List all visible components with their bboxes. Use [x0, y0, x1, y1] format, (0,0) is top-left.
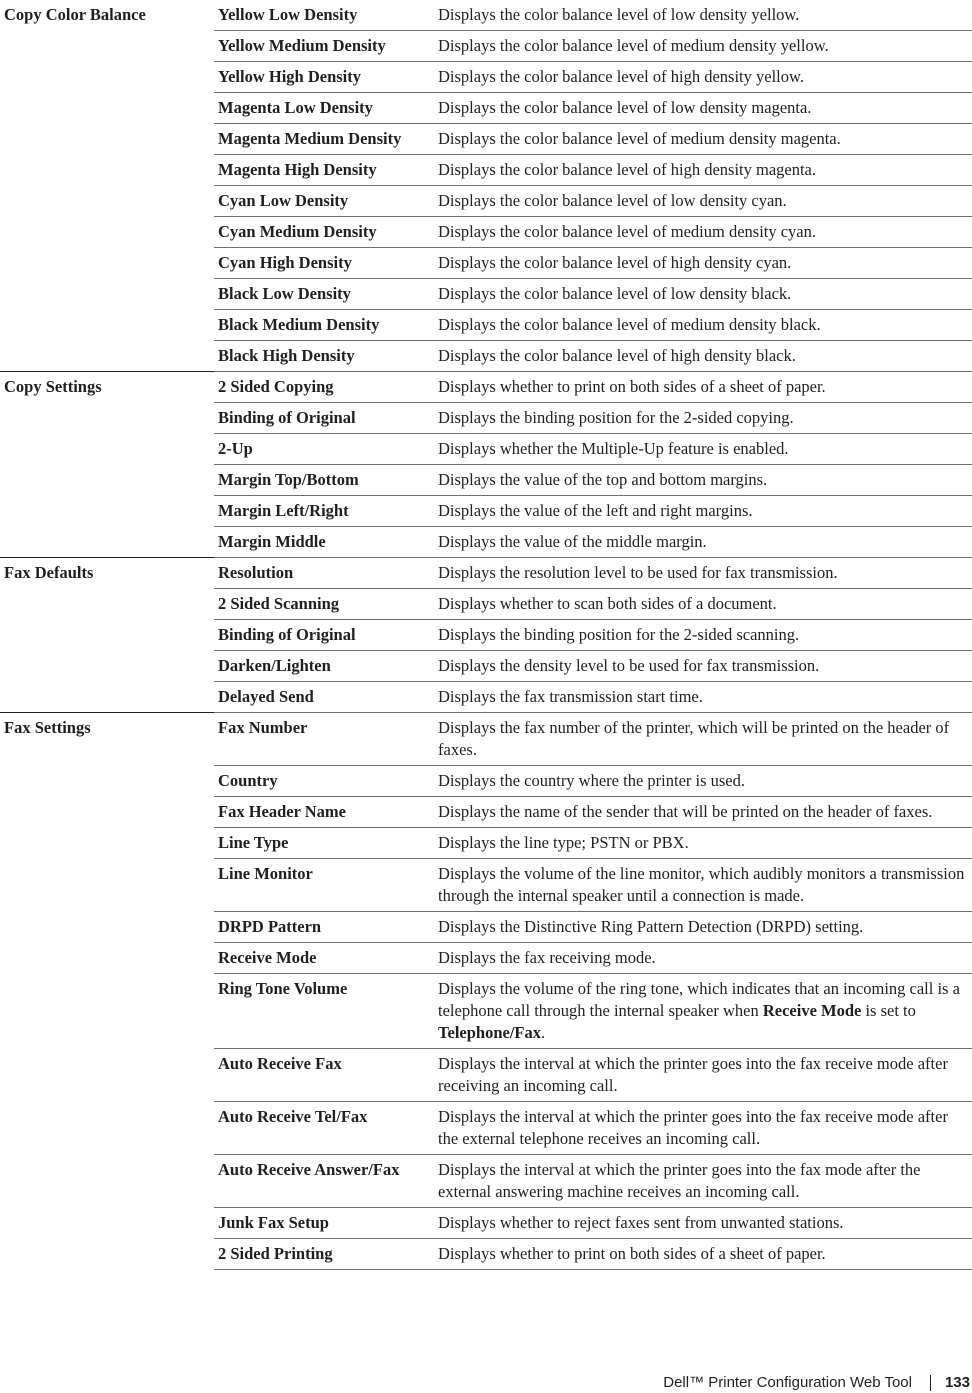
setting-description: Displays the value of the left and right margins. — [435, 496, 972, 527]
description-text: is set to — [861, 1001, 916, 1020]
setting-description: Displays the density level to be used for fax transmission. — [435, 651, 972, 682]
setting-name: Margin Middle — [214, 527, 435, 558]
setting-description: Displays the volume of the line monitor, which audibly monitors a transmission through the internal speaker until a connection is made. — [435, 859, 972, 912]
setting-name: Black Low Density — [214, 279, 435, 310]
setting-name: Margin Left/Right — [214, 496, 435, 527]
setting-name: Yellow Medium Density — [214, 31, 435, 62]
setting-description: Displays the country where the printer is used. — [435, 766, 972, 797]
setting-description: Displays the fax number of the printer, which will be printed on the header of faxes. — [435, 713, 972, 766]
setting-name: 2 Sided Copying — [214, 372, 435, 403]
setting-name: Magenta Medium Density — [214, 124, 435, 155]
setting-name: Line Monitor — [214, 859, 435, 912]
setting-description: Displays the color balance level of low density cyan. — [435, 186, 972, 217]
description-bold-term: Receive Mode — [762, 1001, 862, 1020]
description-bold-term: Telephone/Fax — [438, 1023, 541, 1042]
setting-description: Displays whether the Multiple-Up feature is enabled. — [435, 434, 972, 465]
setting-name: Cyan Medium Density — [214, 217, 435, 248]
page-number: 133 — [944, 1374, 970, 1391]
setting-name: Fax Header Name — [214, 797, 435, 828]
setting-description: Displays the resolution level to be used for fax transmission. — [435, 558, 972, 589]
table-row — [0, 0, 972, 31]
setting-name: Receive Mode — [214, 943, 435, 974]
setting-name: Cyan Low Density — [214, 186, 435, 217]
setting-name: Magenta High Density — [214, 155, 435, 186]
setting-description: Displays the value of the middle margin. — [435, 527, 972, 558]
page-footer — [663, 1374, 970, 1392]
setting-description: Displays the Distinctive Ring Pattern Detection (DRPD) setting. — [435, 912, 972, 943]
setting-name: Auto Receive Fax — [214, 1049, 435, 1102]
setting-description: Displays the color balance level of low density magenta. — [435, 93, 972, 124]
setting-description: Displays the name of the sender that will be printed on the header of faxes. — [435, 797, 972, 828]
section-name: Copy Color Balance — [4, 5, 146, 24]
setting-description: Displays whether to print on both sides of a sheet of paper. — [435, 1239, 972, 1270]
setting-description: Displays the interval at which the printer goes into the fax receive mode after receiving an incoming call. — [435, 1049, 972, 1102]
setting-name: DRPD Pattern — [214, 912, 435, 943]
setting-description: Displays whether to scan both sides of a document. — [435, 589, 972, 620]
setting-description: Displays the interval at which the printer goes into the fax receive mode after the external telephone receives an incoming call. — [435, 1102, 972, 1155]
setting-name: Line Type — [214, 828, 435, 859]
setting-description: Displays the interval at which the printer goes into the fax mode after the external answering machine receives an incoming call. — [435, 1155, 972, 1208]
setting-name: Country — [214, 766, 435, 797]
setting-description: Displays the fax transmission start time. — [435, 682, 972, 713]
setting-name: Yellow Low Density — [214, 0, 435, 31]
setting-description: Displays the color balance level of medium density magenta. — [435, 124, 972, 155]
setting-name: Ring Tone Volume — [214, 974, 435, 1049]
setting-description: Displays the color balance level of medium density yellow. — [435, 31, 972, 62]
setting-description: Displays the color balance level of high density magenta. — [435, 155, 972, 186]
setting-name: 2 Sided Printing — [214, 1239, 435, 1270]
setting-description — [435, 974, 972, 1049]
setting-name: Auto Receive Answer/Fax — [214, 1155, 435, 1208]
setting-description: Displays the binding position for the 2-sided copying. — [435, 403, 972, 434]
setting-description: Displays whether to print on both sides of a sheet of paper. — [435, 372, 972, 403]
setting-description: Displays the color balance level of high density cyan. — [435, 248, 972, 279]
setting-description: Displays the binding position for the 2-sided scanning. — [435, 620, 972, 651]
setting-description: Displays the value of the top and bottom margins. — [435, 465, 972, 496]
table-row — [0, 713, 972, 766]
description-text: . — [541, 1023, 546, 1042]
setting-name: Junk Fax Setup — [214, 1208, 435, 1239]
table-row — [0, 372, 972, 403]
setting-description: Displays the fax receiving mode. — [435, 943, 972, 974]
description-text: Displays the volume of the ring tone, which indicates that an incoming call is a telephone call through the internal speaker when — [438, 979, 960, 1020]
setting-description: Displays the color balance level of low density yellow. — [435, 0, 972, 31]
section-name: Fax Defaults — [0, 558, 214, 713]
setting-description: Displays the line type; PSTN or PBX. — [435, 828, 972, 859]
footer-title: Dell™ Printer Configuration Web Tool — [663, 1374, 912, 1391]
setting-description: Displays the color balance level of high density black. — [435, 341, 972, 372]
setting-name: Binding of Original — [214, 620, 435, 651]
setting-name: Resolution — [214, 558, 435, 589]
setting-description: Displays the color balance level of low density black. — [435, 279, 972, 310]
setting-name: 2 Sided Scanning — [214, 589, 435, 620]
setting-name: Cyan High Density — [214, 248, 435, 279]
setting-name: Binding of Original — [214, 403, 435, 434]
setting-name: Darken/Lighten — [214, 651, 435, 682]
setting-name: Auto Receive Tel/Fax — [214, 1102, 435, 1155]
setting-name: Delayed Send — [214, 682, 435, 713]
setting-name: Black High Density — [214, 341, 435, 372]
setting-name: Magenta Low Density — [214, 93, 435, 124]
setting-name: 2-Up — [214, 434, 435, 465]
setting-name: Black Medium Density — [214, 310, 435, 341]
setting-description: Displays the color balance level of medium density black. — [435, 310, 972, 341]
setting-description: Displays whether to reject faxes sent from unwanted stations. — [435, 1208, 972, 1239]
section-name: Copy Settings — [0, 372, 214, 558]
setting-description: Displays the color balance level of medium density cyan. — [435, 217, 972, 248]
table-row — [0, 558, 972, 589]
setting-name: Yellow High Density — [214, 62, 435, 93]
footer-separator — [930, 1375, 931, 1391]
setting-name: Fax Number — [214, 713, 435, 766]
section-name: Fax Settings — [0, 713, 214, 1270]
setting-description: Displays the color balance level of high density yellow. — [435, 62, 972, 93]
setting-name: Margin Top/Bottom — [214, 465, 435, 496]
